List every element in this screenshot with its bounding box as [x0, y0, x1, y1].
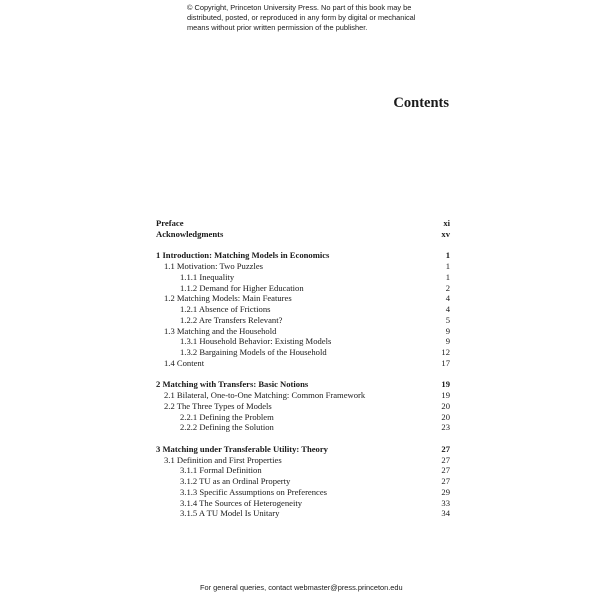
- toc-entry: [156, 229, 450, 240]
- toc-entry-title: 3.1.3 Specific Assumptions on Preferences: [180, 486, 328, 497]
- toc-entry: [156, 508, 450, 519]
- toc-entry-page: 29: [441, 486, 450, 497]
- toc-entry-page: 17: [441, 357, 450, 368]
- toc-entry-title: 1.1.1 Inequality: [180, 271, 235, 282]
- toc-entry-page: 4: [445, 304, 450, 314]
- toc-entry-title: 2.2 The Three Types of Models: [164, 400, 272, 411]
- toc-entry-page: 9: [445, 325, 450, 336]
- toc-entry-page: xi: [443, 218, 450, 228]
- toc-entry-page: 34: [441, 508, 450, 519]
- toc-entry-page: 2: [445, 282, 450, 293]
- toc-entry-title: 1.3.1 Household Behavior: Existing Models: [180, 336, 332, 347]
- toc-entry-title: 1.2 Matching Models: Main Features: [164, 293, 292, 304]
- toc-entry-page: 4: [445, 293, 450, 304]
- toc-entry: [156, 218, 450, 229]
- toc-entry-page: 12: [441, 347, 450, 357]
- toc-entry-title: 1.3.2 Bargaining Models of the Household: [180, 347, 327, 357]
- toc-entry-title: 1.2.1 Absence of Frictions: [180, 304, 271, 314]
- toc-entry-title: 1.4 Content: [164, 357, 205, 368]
- toc-entry-title: 3.1.4 The Sources of Heterogeneity: [180, 497, 303, 508]
- toc-entry-page: xv: [441, 228, 450, 239]
- toc-entry: [156, 476, 450, 487]
- toc-entry: [156, 293, 450, 304]
- toc-entry: [156, 498, 450, 509]
- toc-entry: [156, 465, 450, 476]
- toc-entry-title: Acknowledgments: [156, 228, 224, 239]
- toc-entry-title: 2 Matching with Transfers: Basic Notions: [156, 379, 309, 390]
- toc-entry-title: 1.3 Matching and the Household: [164, 325, 277, 336]
- copyright-line: © Copyright, Princeton University Press. No part of this book may be: [187, 3, 412, 12]
- toc-entry: [156, 412, 450, 423]
- toc-entry-title: 2.2.2 Defining the Solution: [180, 422, 274, 433]
- toc-entry: [156, 390, 450, 401]
- toc-entry: [156, 347, 450, 358]
- toc-entry: [156, 444, 450, 455]
- toc-entry-page: 9: [445, 336, 450, 347]
- toc-entry-page: 1: [445, 250, 450, 261]
- toc-entry-title: 3.1.2 TU as an Ordinal Property: [180, 476, 291, 486]
- toc-entry-page: 27: [441, 443, 450, 454]
- toc-entry: [156, 379, 450, 390]
- toc-entry-page: 27: [441, 454, 450, 465]
- toc-entry: [156, 487, 450, 498]
- toc-entry: [156, 315, 450, 326]
- copyright-notice: [187, 3, 437, 33]
- toc-entry-title: 2.1 Bilateral, One-to-One Matching: Common Framework: [164, 390, 366, 400]
- toc-entry-title: 3 Matching under Transferable Utility: Theory: [156, 443, 328, 454]
- footer-contact: For general queries, contact webmaster@press.princeton.edu: [200, 583, 403, 592]
- toc-entry-title: 3.1 Definition and First Properties: [164, 454, 282, 465]
- toc-entry-title: 2.2.1 Defining the Problem: [180, 411, 274, 422]
- toc-entry: [156, 272, 450, 283]
- toc-entry-page: 1: [445, 271, 450, 282]
- toc-entry-page: 33: [441, 497, 450, 508]
- toc-entry: [156, 326, 450, 337]
- toc-entry-page: 27: [441, 476, 450, 486]
- toc-entry-page: 19: [441, 379, 450, 390]
- toc-entry-title: 1.1.2 Demand for Higher Education: [180, 282, 304, 293]
- toc-entry-page: 27: [441, 465, 450, 476]
- toc-entry: [156, 401, 450, 412]
- toc-entry-page: 19: [441, 390, 450, 400]
- toc-entry-page: 23: [441, 422, 450, 433]
- toc-entry: [156, 336, 450, 347]
- toc-entry-title: 1 Introduction: Matching Models in Economics: [156, 250, 330, 261]
- toc-entry: [156, 250, 450, 261]
- toc-entry-page: 5: [445, 314, 450, 325]
- toc-entry: [156, 261, 450, 272]
- copyright-line: distributed, posted, or reproduced in any form by digital or mechanical: [187, 13, 416, 22]
- toc-entry-title: Preface: [156, 218, 184, 228]
- toc-entry-title: 3.1.5 A TU Model Is Unitary: [180, 508, 280, 519]
- copyright-line: means without prior written permission of the publisher.: [187, 23, 368, 32]
- toc-entry-title: 3.1.1 Formal Definition: [180, 465, 262, 476]
- toc-entry-title: 1.1 Motivation: Two Puzzles: [164, 261, 264, 271]
- toc-entry-title: 1.2.2 Are Transfers Relevant?: [180, 314, 283, 325]
- toc-entry-page: 20: [441, 411, 450, 422]
- toc-entry-page: 1: [445, 261, 450, 271]
- page-title: Contents: [393, 95, 449, 111]
- toc-entry: [156, 455, 450, 466]
- table-of-contents: [156, 218, 450, 519]
- toc-entry-page: 20: [441, 400, 450, 411]
- toc-entry: [156, 422, 450, 433]
- toc-entry: [156, 358, 450, 369]
- toc-entry: [156, 304, 450, 315]
- toc-entry: [156, 283, 450, 294]
